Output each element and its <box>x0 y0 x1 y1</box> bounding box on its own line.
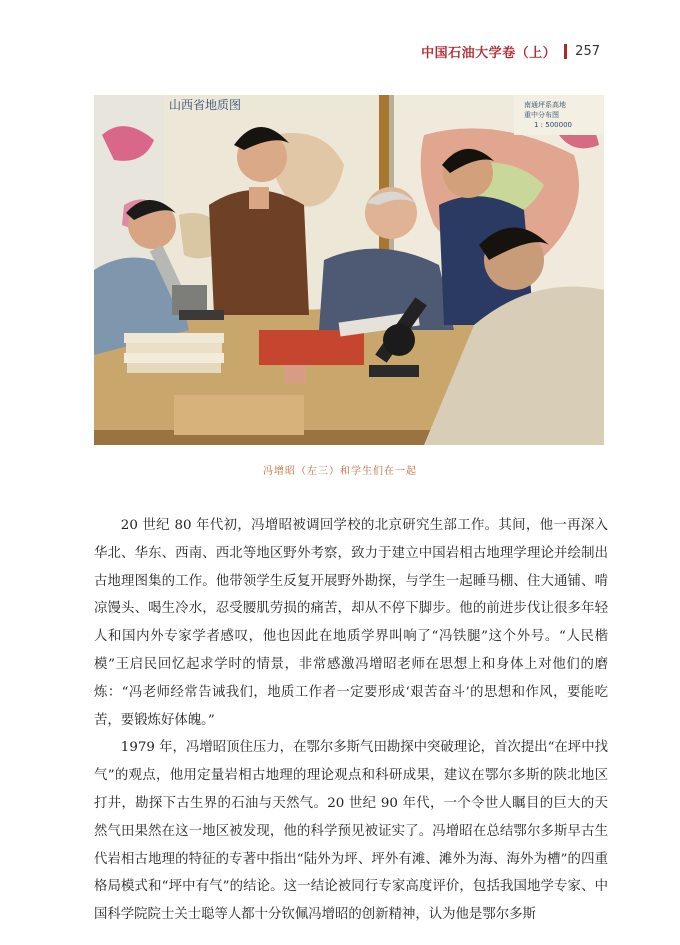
map-legend-line-2: 重中分布图 <box>524 111 559 119</box>
header-divider <box>564 44 567 59</box>
photo-illustration <box>94 95 604 445</box>
group-photo <box>94 95 604 445</box>
page-number: 257 <box>575 44 600 59</box>
body-text <box>94 512 608 929</box>
running-header <box>421 42 600 61</box>
map-scale: 1 : 500000 <box>534 121 572 129</box>
photo-caption: 冯增昭（左三）和学生们在一起 <box>263 466 417 477</box>
map-title: 山西省地质图 <box>169 98 242 112</box>
paragraph-2: 1979 年，冯增昭顶住压力，在鄂尔多斯气田勘探中突破理论，首次提出“在坪中找气”的观点，他用定量岩相古地理的理论观点和科研成果，建议在鄂尔多斯的陕北地区打井，勘探下古生界的石油与天然气。20 世纪 90 年代，一个令世人瞩目的巨大的天然气田果然在这一地区被发现，他的科学预见被证实了。冯增昭在总结鄂尔多斯早古生代岩相古地理的特征的专著中指出“陆外为坪、坪外有滩、滩外为海、海外为槽”的四重格局模式和“坪中有气”的结论。这一结论被同行专家高度评价，包括我国地学专家、中国科学院院士关士聪等人都十分钦佩冯增昭的创新精神，认为他是鄂尔多斯 <box>94 740 608 923</box>
book-stack <box>124 333 224 373</box>
paragraph-1: 20 世纪 80 年代初，冯增昭被调回学校的北京研究生部工作。其间，他一再深入华北、华东、西南、西北等地区野外考察，致力于建立中国岩相古地理学理论并绘制出古地理图集的工作。他带领学生反复开展野外勘探，与学生一起睡马棚、住大通铺、啃凉馒头、喝生冷水，忍受腰肌劳损的痛苦，却从不停下脚步。他的前进步伐让很多年轻人和国内外专家学者感叹，他也因此在地质学界叫响了“冯铁腿”这个外号。“人民楷模”王启民回忆起求学时的情景，非常感激冯增昭老师在思想上和身体上对他们的磨炼：“冯老师经常告诫我们，地质工作者一定要形成‘艰苦奋斗’的思想和作风，要能吃苦，要锻炼好体魄。” <box>94 518 608 728</box>
book-title: 中国石油大学卷（上） <box>421 46 557 61</box>
wooden-box <box>174 395 304 435</box>
map-legend-line-1: 南通坪系高地 <box>524 101 566 109</box>
lamp-base <box>284 365 306 383</box>
